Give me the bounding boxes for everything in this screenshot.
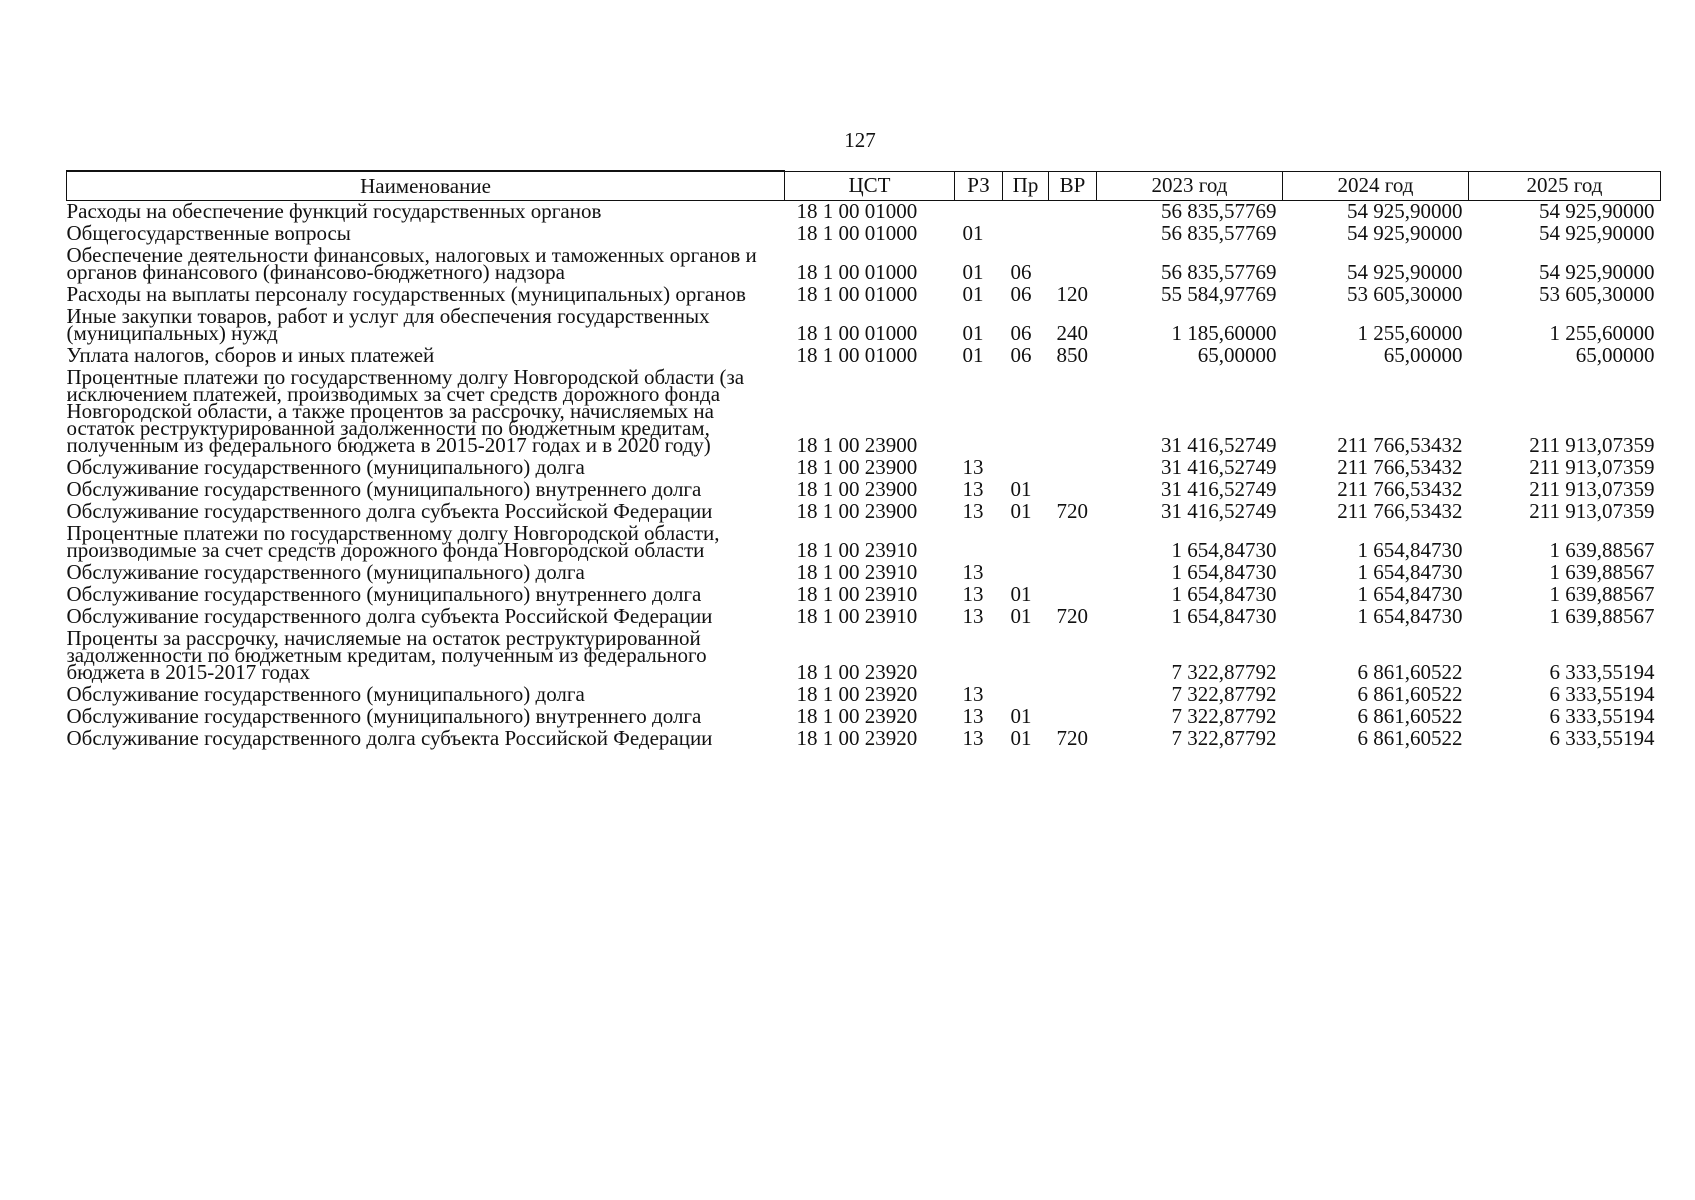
cell-rz: 01	[962, 284, 984, 306]
table-row	[67, 523, 1661, 562]
cell-cst: 18 1 00 23900	[796, 457, 918, 479]
cell-2025: 6 333,55194	[1549, 728, 1655, 750]
cell-name: Обслуживание государственного долга субъекта Российской Федерации	[66, 728, 713, 750]
cell-rz	[955, 201, 1003, 224]
cell-2024: 211 766,53432	[1337, 433, 1463, 457]
cell-rz: 13	[962, 479, 984, 501]
cell-vr	[1049, 201, 1097, 224]
cell-cst: 18 1 00 01000	[796, 345, 918, 367]
table-row	[67, 501, 1661, 523]
cell-2025: 6 333,55194	[1549, 706, 1655, 728]
cell-cst: 18 1 00 01000	[796, 260, 918, 284]
table-row	[67, 367, 1661, 457]
cell-rz: 13	[962, 684, 984, 706]
cell-2023: 31 416,52749	[1161, 501, 1277, 523]
cell-pr	[1003, 457, 1049, 479]
table-row	[67, 223, 1661, 245]
cell-2024: 54 925,90000	[1347, 200, 1463, 223]
table-row	[67, 345, 1661, 367]
cell-2025: 65,00000	[1575, 345, 1655, 367]
cell-vr: 120	[1056, 284, 1088, 306]
cell-name: Процентные платежи по государственному долгу Новгородской области, производимые за счет средств дорожного фонда Новгородской области	[66, 523, 720, 562]
cell-2025: 1 255,60000	[1549, 321, 1655, 345]
cell-name: Обслуживание государственного долга субъекта Российской Федерации	[66, 606, 713, 628]
cell-2024: 6 861,60522	[1357, 660, 1463, 684]
table-row	[67, 606, 1661, 628]
cell-2025: 54 925,90000	[1539, 223, 1655, 245]
cell-pr	[1003, 201, 1049, 224]
table-body	[67, 201, 1661, 751]
cell-pr: 06	[1010, 321, 1032, 345]
cell-cst: 18 1 00 01000	[796, 284, 918, 306]
cell-cst: 18 1 00 01000	[796, 200, 918, 223]
cell-pr: 01	[1010, 501, 1032, 523]
cell-2024: 211 766,53432	[1337, 479, 1463, 501]
cell-name: Расходы на выплаты персоналу государственных (муниципальных) органов	[66, 284, 746, 306]
cell-vr	[1049, 479, 1097, 501]
cell-2025: 211 913,07359	[1529, 501, 1655, 523]
cell-2023: 1 654,84730	[1171, 584, 1277, 606]
cell-2023: 56 835,57769	[1161, 260, 1277, 284]
cell-rz: 13	[962, 728, 984, 750]
cell-vr	[1049, 367, 1097, 457]
header-2025: 2025 год	[1469, 171, 1661, 201]
cell-2024: 1 654,84730	[1357, 584, 1463, 606]
header-name: Наименование	[67, 171, 785, 201]
cell-2025: 1 639,88567	[1549, 538, 1655, 562]
table-row	[67, 245, 1661, 284]
cell-pr: 06	[1010, 284, 1032, 306]
cell-cst: 18 1 00 23900	[796, 433, 918, 457]
cell-vr	[1049, 523, 1097, 562]
cell-cst: 18 1 00 01000	[796, 223, 918, 245]
cell-2023: 55 584,97769	[1161, 284, 1277, 306]
cell-pr	[1003, 684, 1049, 706]
header-vr: ВР	[1049, 171, 1097, 201]
cell-2023: 31 416,52749	[1161, 479, 1277, 501]
cell-rz: 01	[962, 345, 984, 367]
cell-rz	[955, 367, 1003, 457]
cell-2024: 211 766,53432	[1337, 501, 1463, 523]
cell-rz: 13	[962, 562, 984, 584]
cell-2024: 1 654,84730	[1357, 538, 1463, 562]
cell-2023: 7 322,87792	[1171, 728, 1277, 750]
cell-name: Обслуживание государственного (муниципального) долга	[66, 457, 585, 479]
table-header	[67, 171, 1661, 201]
cell-name: Обслуживание государственного долга субъекта Российской Федерации	[66, 501, 713, 523]
cell-cst: 18 1 00 01000	[796, 321, 918, 345]
table-row	[67, 479, 1661, 501]
cell-rz: 13	[962, 706, 984, 728]
cell-2024: 65,00000	[1383, 345, 1463, 367]
cell-name: Иные закупки товаров, работ и услуг для обеспечения государственных (муниципальных) нужд	[66, 306, 710, 345]
header-rz: РЗ	[955, 171, 1003, 201]
cell-cst: 18 1 00 23900	[796, 479, 918, 501]
cell-pr	[1003, 367, 1049, 457]
cell-2025: 1 639,88567	[1549, 606, 1655, 628]
cell-vr: 720	[1056, 606, 1088, 628]
cell-2023: 7 322,87792	[1171, 706, 1277, 728]
cell-vr	[1049, 223, 1097, 245]
cell-2025: 211 913,07359	[1529, 433, 1655, 457]
cell-rz: 13	[962, 584, 984, 606]
cell-name: Обслуживание государственного (муниципального) внутреннего долга	[66, 706, 702, 728]
cell-2023: 1 654,84730	[1171, 562, 1277, 584]
cell-pr	[1003, 523, 1049, 562]
cell-vr: 720	[1056, 728, 1088, 750]
cell-2023: 31 416,52749	[1161, 457, 1277, 479]
cell-2023: 31 416,52749	[1161, 433, 1277, 457]
cell-2023: 1 654,84730	[1171, 538, 1277, 562]
table-row	[67, 706, 1661, 728]
cell-pr	[1003, 223, 1049, 245]
cell-2024: 6 861,60522	[1357, 728, 1463, 750]
cell-cst: 18 1 00 23900	[796, 501, 918, 523]
cell-pr	[1003, 628, 1049, 684]
cell-rz	[955, 628, 1003, 684]
cell-2025: 211 913,07359	[1529, 457, 1655, 479]
cell-rz: 01	[962, 260, 984, 284]
cell-cst: 18 1 00 23910	[796, 584, 918, 606]
cell-2023: 56 835,57769	[1161, 200, 1277, 223]
header-cst: ЦСТ	[785, 171, 955, 201]
cell-2024: 1 255,60000	[1357, 321, 1463, 345]
cell-rz: 01	[962, 223, 984, 245]
cell-cst: 18 1 00 23920	[796, 706, 918, 728]
cell-pr: 01	[1010, 728, 1032, 750]
table-row	[67, 457, 1661, 479]
cell-cst: 18 1 00 23920	[796, 660, 918, 684]
cell-name: Обслуживание государственного (муниципального) долга	[66, 684, 585, 706]
table-row	[67, 628, 1661, 684]
cell-2025: 6 333,55194	[1549, 660, 1655, 684]
table-row	[67, 728, 1661, 750]
cell-2023: 7 322,87792	[1171, 660, 1277, 684]
cell-rz: 01	[962, 321, 984, 345]
cell-rz	[955, 523, 1003, 562]
cell-2023: 56 835,57769	[1161, 223, 1277, 245]
cell-2023: 1 654,84730	[1171, 606, 1277, 628]
cell-vr	[1049, 628, 1097, 684]
header-2023: 2023 год	[1097, 171, 1283, 201]
cell-vr	[1049, 245, 1097, 284]
cell-vr	[1049, 684, 1097, 706]
cell-2025: 53 605,30000	[1539, 284, 1655, 306]
cell-2025: 1 639,88567	[1549, 562, 1655, 584]
cell-2024: 1 654,84730	[1357, 562, 1463, 584]
cell-2025: 1 639,88567	[1549, 584, 1655, 606]
cell-name: Обеспечение деятельности финансовых, налоговых и таможенных органов и органов финансового (финансово-бюджетного) надзора	[66, 245, 757, 284]
cell-name: Обслуживание государственного (муниципального) внутреннего долга	[66, 479, 702, 501]
cell-rz: 13	[962, 501, 984, 523]
cell-cst: 18 1 00 23920	[796, 728, 918, 750]
cell-vr: 850	[1056, 345, 1088, 367]
budget-table	[66, 170, 1661, 750]
cell-name: Общегосударственные вопросы	[66, 223, 351, 245]
cell-pr: 01	[1010, 584, 1032, 606]
cell-vr: 720	[1056, 501, 1088, 523]
table-row	[67, 201, 1661, 224]
cell-2024: 53 605,30000	[1347, 284, 1463, 306]
table-row	[67, 306, 1661, 345]
cell-pr: 06	[1010, 345, 1032, 367]
cell-2024: 211 766,53432	[1337, 457, 1463, 479]
page-number: 127	[844, 128, 876, 152]
cell-2024: 1 654,84730	[1357, 606, 1463, 628]
cell-name: Обслуживание государственного (муниципального) внутреннего долга	[66, 584, 702, 606]
cell-2025: 6 333,55194	[1549, 684, 1655, 706]
cell-name: Обслуживание государственного (муниципального) долга	[66, 562, 585, 584]
budget-table-container	[66, 170, 1660, 750]
header-2024: 2024 год	[1283, 171, 1469, 201]
cell-cst: 18 1 00 23910	[796, 538, 918, 562]
cell-cst: 18 1 00 23920	[796, 684, 918, 706]
cell-cst: 18 1 00 23910	[796, 562, 918, 584]
header-pr: Пр	[1003, 171, 1049, 201]
cell-pr: 01	[1010, 479, 1032, 501]
cell-2025: 211 913,07359	[1529, 479, 1655, 501]
table-row	[67, 684, 1661, 706]
cell-2025: 54 925,90000	[1539, 200, 1655, 223]
cell-rz: 13	[962, 457, 984, 479]
cell-vr	[1049, 584, 1097, 606]
cell-2024: 54 925,90000	[1347, 260, 1463, 284]
cell-vr	[1049, 706, 1097, 728]
cell-pr	[1003, 562, 1049, 584]
cell-name: Процентные платежи по государственному долгу Новгородской области (за исключением платежей, производимых за счет средств дорожного фонда Новгородской области, а также процентов за рассрочку, начисляемых на остаток реструктурированной задолженности по бюджетным кредитам, полученным из федерального бюджета в 2015-2017 годах и в 2020 году)	[66, 367, 745, 457]
cell-vr: 240	[1056, 321, 1088, 345]
cell-name: Проценты за рассрочку, начисляемые на остаток реструктурированной задолженности по бюджетным кредитам, полученным из федерального бюджета в 2015-2017 годах	[66, 628, 707, 684]
cell-rz: 13	[962, 606, 984, 628]
cell-vr	[1049, 457, 1097, 479]
cell-2024: 6 861,60522	[1357, 706, 1463, 728]
table-row	[67, 284, 1661, 306]
table-row	[67, 584, 1661, 606]
cell-2024: 6 861,60522	[1357, 684, 1463, 706]
cell-2023: 65,00000	[1197, 345, 1277, 367]
cell-pr: 01	[1010, 706, 1032, 728]
cell-vr	[1049, 562, 1097, 584]
cell-2024: 54 925,90000	[1347, 223, 1463, 245]
cell-pr: 01	[1010, 606, 1032, 628]
header-row	[67, 171, 1661, 201]
table-row	[67, 562, 1661, 584]
cell-2023: 7 322,87792	[1171, 684, 1277, 706]
cell-name: Уплата налогов, сборов и иных платежей	[66, 345, 435, 367]
cell-cst: 18 1 00 23910	[796, 606, 918, 628]
cell-name: Расходы на обеспечение функций государственных органов	[66, 200, 602, 223]
cell-2025: 54 925,90000	[1539, 260, 1655, 284]
cell-pr: 06	[1010, 260, 1032, 284]
cell-2023: 1 185,60000	[1171, 321, 1277, 345]
